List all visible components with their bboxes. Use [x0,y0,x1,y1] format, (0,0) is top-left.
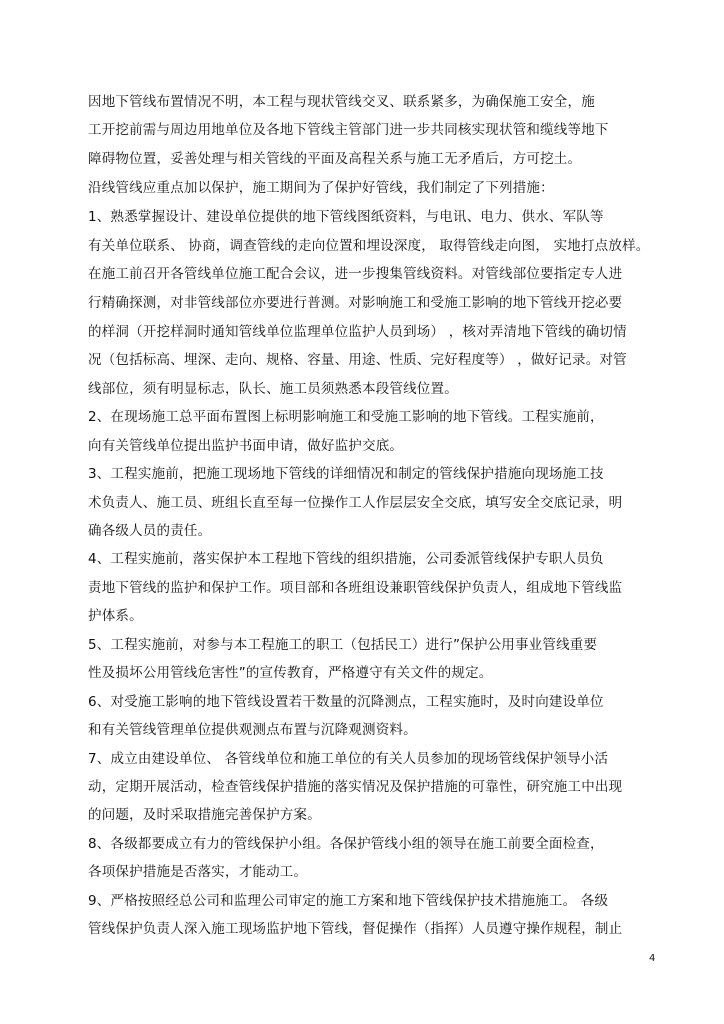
text-line: 动，定期开展活动，检查管线保护措施的落实情况及保护措施的可靠性，研究施工中出现 [88,779,623,795]
text-line: 5、工程实施前，对参与本工程施工的职工（包括民工）进行”保护公用事业管线重要 [88,637,598,653]
text-line: 术负责人、施工员、班组长直至每一位操作工人作层层安全交底，填写安全交底记录，明 [88,495,623,511]
text-line: 确各级人员的责任。 [88,523,212,539]
text-line: 沿线管线应重点加以保护，施工期间为了保护好管线，我们制定了下列措施： [88,180,554,196]
text-line: 的问题，及时采取措施完善保护方案。 [88,807,321,823]
text-line: 1、熟悉掌握设计、建设单位提供的地下管线图纸资料，与电讯、电力、供水、军队等 [88,209,604,225]
text-line: 线部位，须有明显标志，队长、施工员须熟悉本段管线位置。 [88,381,458,397]
text-line: 责地下管线的监护和保护工作。项目部和各班组设兼职管线保护负责人，组成地下管线监 [88,580,623,596]
text-line: 管线保护负责人深入施工现场监护地下管线，督促操作（指挥）人员遵守操作规程，制止 [88,921,623,937]
text-line: 6、对受施工影响的地下管线设置若干数量的沉降测点，工程实施时，及时向建设单位 [88,694,604,710]
text-line: 障碍物位置，妥善处理与相关管线的平面及高程关系与施工无矛盾后，方可挖土。 [88,151,582,167]
text-line: 4、工程实施前，落实保护本工程地下管线的组织措施，公司委派管线保护专职人员负 [88,551,604,567]
text-line: 护体系。 [88,608,143,624]
text-line: 各项保护措施是否落实，才能动工。 [88,864,308,880]
text-line: 向有关管线单位提出监护书面申请，做好监护交底。 [88,438,404,454]
text-line: 工开挖前需与周边用地单位及各地下管线主管部门进一步共同核实现状管和缆线等地下 [88,122,609,138]
text-line: 性及损坏公用管线危害性”的宣传教育，严格遵守有关文件的规定。 [88,665,493,681]
text-line: 行精确探测，对非管线部位亦要进行普测。对影响施工和受施工影响的地下管线开挖必要 [88,295,623,311]
text-line: 7、成立由建设单位、 各管线单位和施工单位的有关人员参加的现场管线保护领导小活 [88,751,609,767]
text-line: 的样洞（开挖样洞时通知管线单位监理单位监护人员到场） ，核对弄清地下管线的确切情 [88,324,627,340]
text-line: 况（包括标高、埋深、走向、规格、容量、用途、性质、完好程度等） ，做好记录。对管 [88,352,627,368]
text-line: 和有关管线管理单位提供观测点布置与沉降观测资料。 [88,722,417,738]
text-line: 2、在现场施工总平面布置图上标明影响施工和受施工影响的地下管线。工程实施前， [88,409,604,425]
text-line: 有关单位联系、 协商，调查管线的走向位置和埋设深度， 取得管线走向图， 实地打点放样。 [88,238,650,254]
text-line: 9、严格按照经总公司和监理公司审定的施工方案和地下管线保护技术措施施工。 各级 [88,893,609,909]
text-line: 3、工程实施前，把施工现场地下管线的详细情况和制定的管线保护措施向现场施工技 [88,466,604,482]
text-line: 在施工前召开各管线单位施工配合会议，进一步搜集管线资料。对管线部位要指定专人进 [88,266,623,282]
text-line: 8、各级都要成立有力的管线保护小组。各保护管线小组的领导在施工前要全面检查， [88,836,604,852]
page-number: 4 [649,953,656,964]
text-line: 因地下管线布置情况不明，本工程与现状管线交叉、联系紧多，为确保施工安全，施 [88,94,595,110]
